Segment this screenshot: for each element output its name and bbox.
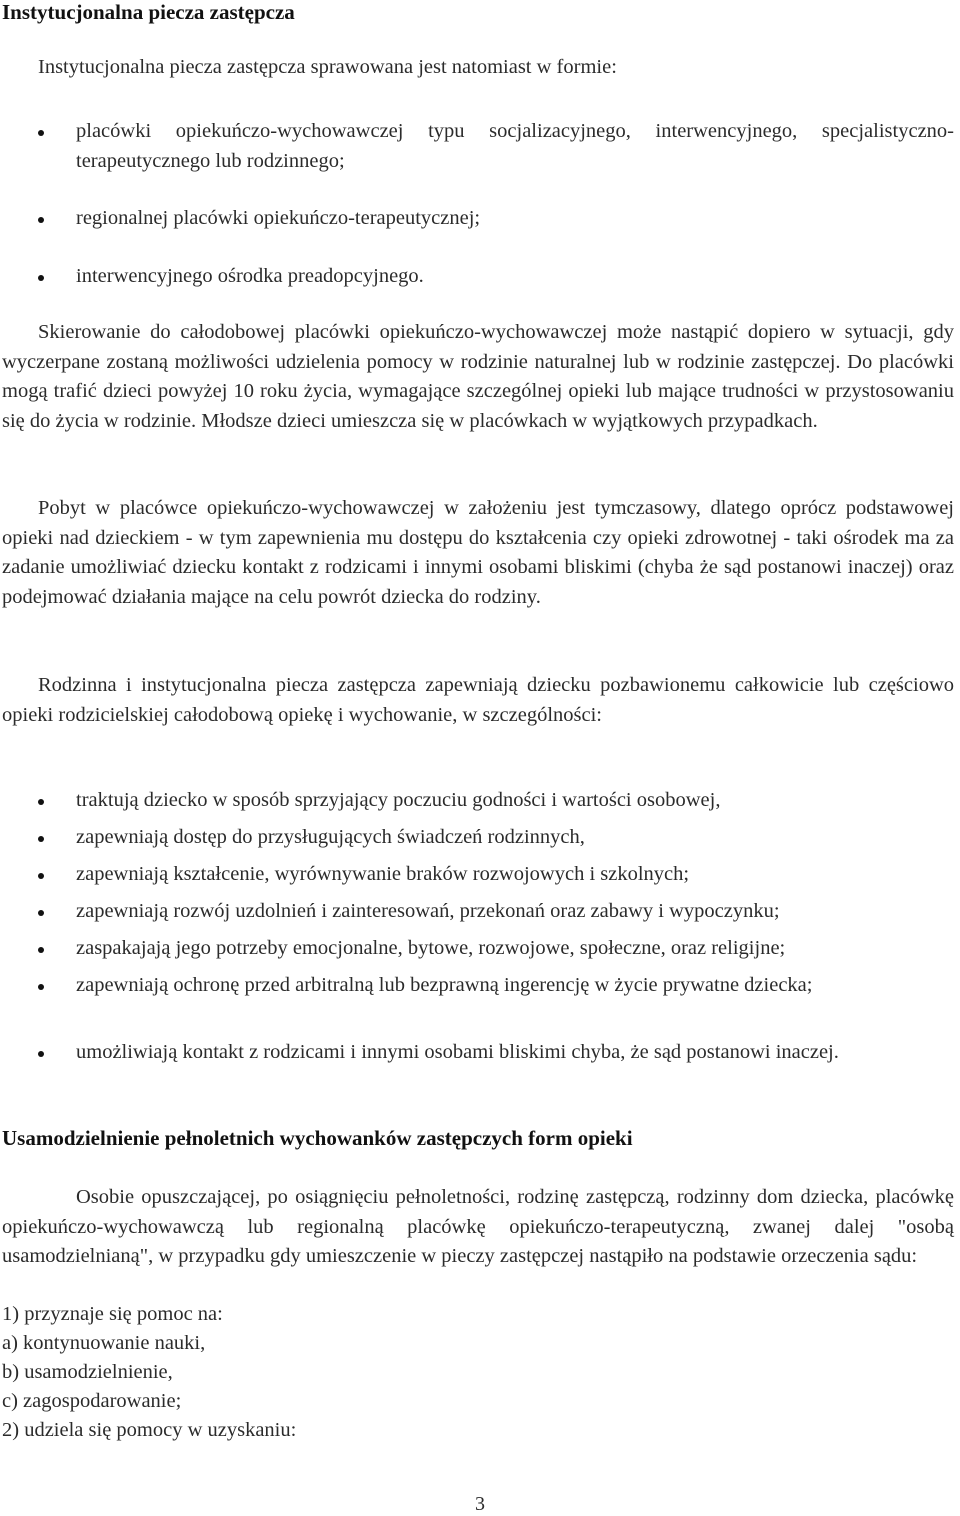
bullet-icon <box>38 910 44 916</box>
bullet-icon <box>38 130 44 136</box>
bullet-icon <box>38 873 44 879</box>
list-item: zapewniają dostęp do przysługujących świadczeń rodzinnych, <box>0 823 954 853</box>
list-item: c) zagospodarowanie; <box>2 1390 182 1412</box>
duties-list <box>0 971 960 1001</box>
list-item: zapewniają kształcenie, wyrównywanie braków rozwojowych i szkolnych; <box>0 860 954 890</box>
intro-text: Instytucjonalna piecza zastępcza sprawowana jest natomiast w formie: <box>38 56 617 78</box>
list-item: interwencyjnego ośrodka preadopcyjnego. <box>0 262 954 292</box>
duties-list <box>0 934 960 964</box>
section-heading: Instytucjonalna piecza zastępcza <box>2 0 295 24</box>
page-number: 3 <box>475 1493 485 1515</box>
list-item: b) usamodzielnienie, <box>2 1361 173 1383</box>
duties-list <box>0 897 960 927</box>
list-item: 1) przyznaje się pomoc na: <box>2 1303 223 1325</box>
bullet-icon <box>38 1051 44 1057</box>
list-item: 2) udziela się pomocy w uzyskaniu: <box>2 1419 297 1441</box>
duties-list <box>0 823 960 853</box>
paragraph-referral: Skierowanie do całodobowej placówki opiekuńczo-wychowawczej może nastąpić dopiero w sytuacji, gdy wyczerpane zostaną możliwości udzielenia pomocy w rodzinie naturalnej lub w rodzinie zastępczej. Do placówki mogą trafić dzieci powyżej 10 roku życia, wymagające szczególnej opieki lub mające trudności w przystosowaniu się do życia w rodzinie. Młodsze dzieci umieszcza się w placówkach w wyjątkowych przypadkach. <box>2 321 954 432</box>
paragraph-independence: Osobie opuszczającej, po osiągnięciu pełnoletności, rodzinę zastępczą, rodzinny dom dziecka, placówkę opiekuńczo-wychowawczą lub regionalną placówkę opiekuńczo-terapeutyczną, zwanej dalej "osobą usamodzielnianą", w przypadku gdy umieszczenie w pieczy zastępczej nastąpiło na podstawie orzeczenia sądu: <box>2 1186 954 1267</box>
paragraph-care: Rodzinna i instytucjonalna piecza zastępcza zapewniają dziecku pozbawionemu całkowicie lub częściowo opieki rodzicielskiej całodobową opiekę i wychowanie, w szczególności: <box>2 674 954 726</box>
forms-list <box>0 204 960 234</box>
bullet-icon <box>38 799 44 805</box>
list-item: regionalnej placówki opiekuńczo-terapeutycznej; <box>0 204 954 234</box>
forms-list <box>0 117 960 176</box>
bullet-icon <box>38 217 44 223</box>
list-item: placówki opiekuńczo-wychowawczej typu socjalizacyjnego, interwencyjnego, specjalistyczno-terapeutycznego lub rodzinnego; <box>0 117 954 176</box>
list-item: zapewniają rozwój uzdolnień i zainteresowań, przekonań oraz zabawy i wypoczynku; <box>0 897 954 927</box>
bullet-icon <box>38 275 44 281</box>
duties-list <box>0 860 960 890</box>
list-item: umożliwiają kontakt z rodzicami i innymi osobami bliskimi chyba, że sąd postanowi inaczej. <box>0 1038 954 1068</box>
duties-list <box>0 786 960 816</box>
bullet-icon <box>38 947 44 953</box>
list-item: a) kontynuowanie nauki, <box>2 1332 206 1354</box>
bullet-icon <box>38 836 44 842</box>
paragraph-stay: Pobyt w placówce opiekuńczo-wychowawczej w założeniu jest tymczasowy, dlatego oprócz podstawowej opieki nad dzieckiem - w tym zapewnienia mu dostępu do kształcenia czy opieki zdrowotnej - taki ośrodek ma za zadanie umożliwiać dziecku kontakt z rodzicami i innymi osobami bliskimi (chyba że sąd postanowi inaczej) oraz podejmować działania mające na celu powrót dziecka do rodziny. <box>2 497 954 608</box>
bullet-icon <box>38 984 44 990</box>
list-item: traktują dziecko w sposób sprzyjający poczuciu godności i wartości osobowej, <box>0 786 954 816</box>
forms-list <box>0 262 960 292</box>
section-heading: Usamodzielnienie pełnoletnich wychowanków zastępczych form opieki <box>2 1126 633 1150</box>
duties-list <box>0 1038 960 1068</box>
list-item: zaspakajają jego potrzeby emocjonalne, bytowe, rozwojowe, społeczne, oraz religijne; <box>0 934 954 964</box>
list-item: zapewniają ochronę przed arbitralną lub bezprawną ingerencję w życie prywatne dziecka; <box>0 971 954 1001</box>
